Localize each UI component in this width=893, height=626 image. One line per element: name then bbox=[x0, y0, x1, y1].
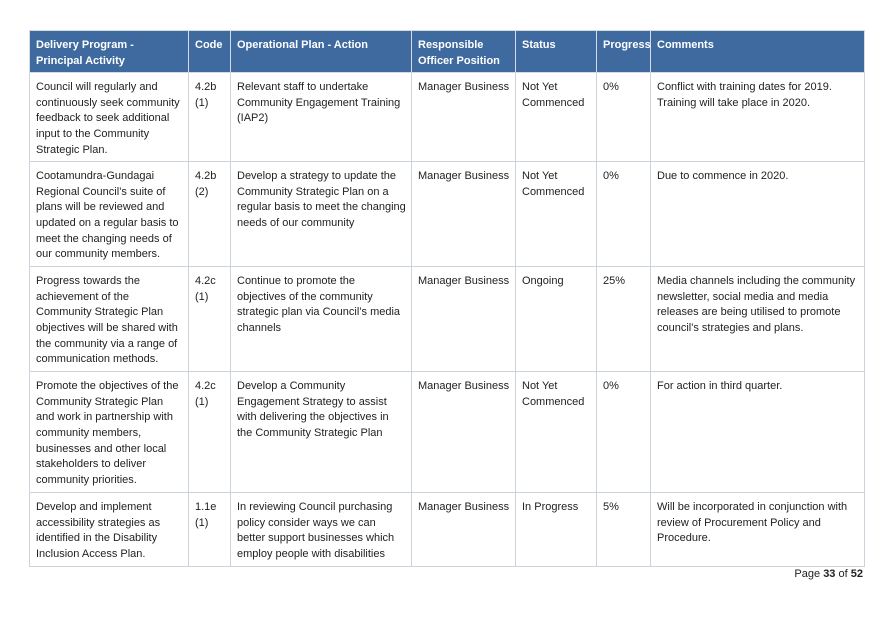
cell-status: Not Yet Commenced bbox=[516, 73, 597, 162]
table-header-row bbox=[30, 31, 865, 73]
operational-plan-table bbox=[29, 30, 865, 567]
cell-comments: Media channels including the community newsletter, social media and media releases are being utilised to promote council's strategies and plans. bbox=[651, 267, 865, 372]
page-current: 33 bbox=[823, 568, 836, 580]
cell-status: Ongoing bbox=[516, 267, 597, 372]
cell-code: 4.2c (1) bbox=[189, 267, 231, 372]
cell-code: 1.1e (1) bbox=[189, 493, 231, 566]
cell-code: 4.2c (1) bbox=[189, 372, 231, 493]
cell-progress: 0% bbox=[597, 73, 651, 162]
page-of: of bbox=[838, 568, 848, 580]
cell-action: Continue to promote the objectives of the community strategic plan via Council’s media channels bbox=[231, 267, 412, 372]
table-row bbox=[30, 162, 865, 267]
cell-comments: Due to commence in 2020. bbox=[651, 162, 865, 267]
cell-activity: Promote the objectives of the Community Strategic Plan and work in partnership with community members, businesses and other local stakeholders to deliver community priorities. bbox=[30, 372, 189, 493]
cell-status: Not Yet Commenced bbox=[516, 162, 597, 267]
cell-comments: Conflict with training dates for 2019. Training will take place in 2020. bbox=[651, 73, 865, 162]
cell-officer: Manager Business bbox=[412, 73, 516, 162]
cell-progress: 0% bbox=[597, 372, 651, 493]
header-comments: Comments bbox=[651, 31, 865, 73]
cell-progress: 0% bbox=[597, 162, 651, 267]
header-operational-plan-action: Operational Plan - Action bbox=[231, 31, 412, 73]
cell-action: Develop a Community Engagement Strategy to assist with delivering the objectives in the Community Strategic Plan bbox=[231, 372, 412, 493]
cell-code: 4.2b (2) bbox=[189, 162, 231, 267]
page-number bbox=[794, 568, 863, 580]
cell-officer: Manager Business bbox=[412, 267, 516, 372]
cell-code: 4.2b (1) bbox=[189, 73, 231, 162]
cell-action: Relevant staff to undertake Community Engagement Training (IAP2) bbox=[231, 73, 412, 162]
cell-officer: Manager Business bbox=[412, 372, 516, 493]
table-row bbox=[30, 73, 865, 162]
header-status: Status bbox=[516, 31, 597, 73]
table-row bbox=[30, 267, 865, 372]
cell-officer: Manager Business bbox=[412, 162, 516, 267]
cell-progress: 5% bbox=[597, 493, 651, 566]
cell-comments: For action in third quarter. bbox=[651, 372, 865, 493]
cell-status: Not Yet Commenced bbox=[516, 372, 597, 493]
cell-action: Develop a strategy to update the Community Strategic Plan on a regular basis to meet the changing needs of our community bbox=[231, 162, 412, 267]
table-row bbox=[30, 493, 865, 566]
header-responsible-officer: Responsible Officer Position bbox=[412, 31, 516, 73]
header-progress: Progress bbox=[597, 31, 651, 73]
header-code: Code bbox=[189, 31, 231, 73]
page-word: Page bbox=[794, 568, 821, 580]
table-row bbox=[30, 372, 865, 493]
cell-activity: Council will regularly and continuously seek community feedback to seek additional input to the Community Strategic Plan. bbox=[30, 73, 189, 162]
cell-comments: Will be incorporated in conjunction with review of Procurement Policy and Procedure. bbox=[651, 493, 865, 566]
cell-action: In reviewing Council purchasing policy consider ways we can better support businesses which employ people with disabilities bbox=[231, 493, 412, 566]
cell-officer: Manager Business bbox=[412, 493, 516, 566]
page-total: 52 bbox=[850, 568, 863, 580]
cell-progress: 25% bbox=[597, 267, 651, 372]
cell-activity: Develop and implement accessibility strategies as identified in the Disability Inclusion Access Plan. bbox=[30, 493, 189, 566]
cell-status: In Progress bbox=[516, 493, 597, 566]
header-delivery-program: Delivery Program - Principal Activity bbox=[30, 31, 189, 73]
cell-activity: Progress towards the achievement of the Community Strategic Plan objectives will be shared with the community via a range of communication methods. bbox=[30, 267, 189, 372]
cell-activity: Cootamundra-Gundagai Regional Council’s suite of plans will be reviewed and updated on a regular basis to meet the changing needs of our community members. bbox=[30, 162, 189, 267]
